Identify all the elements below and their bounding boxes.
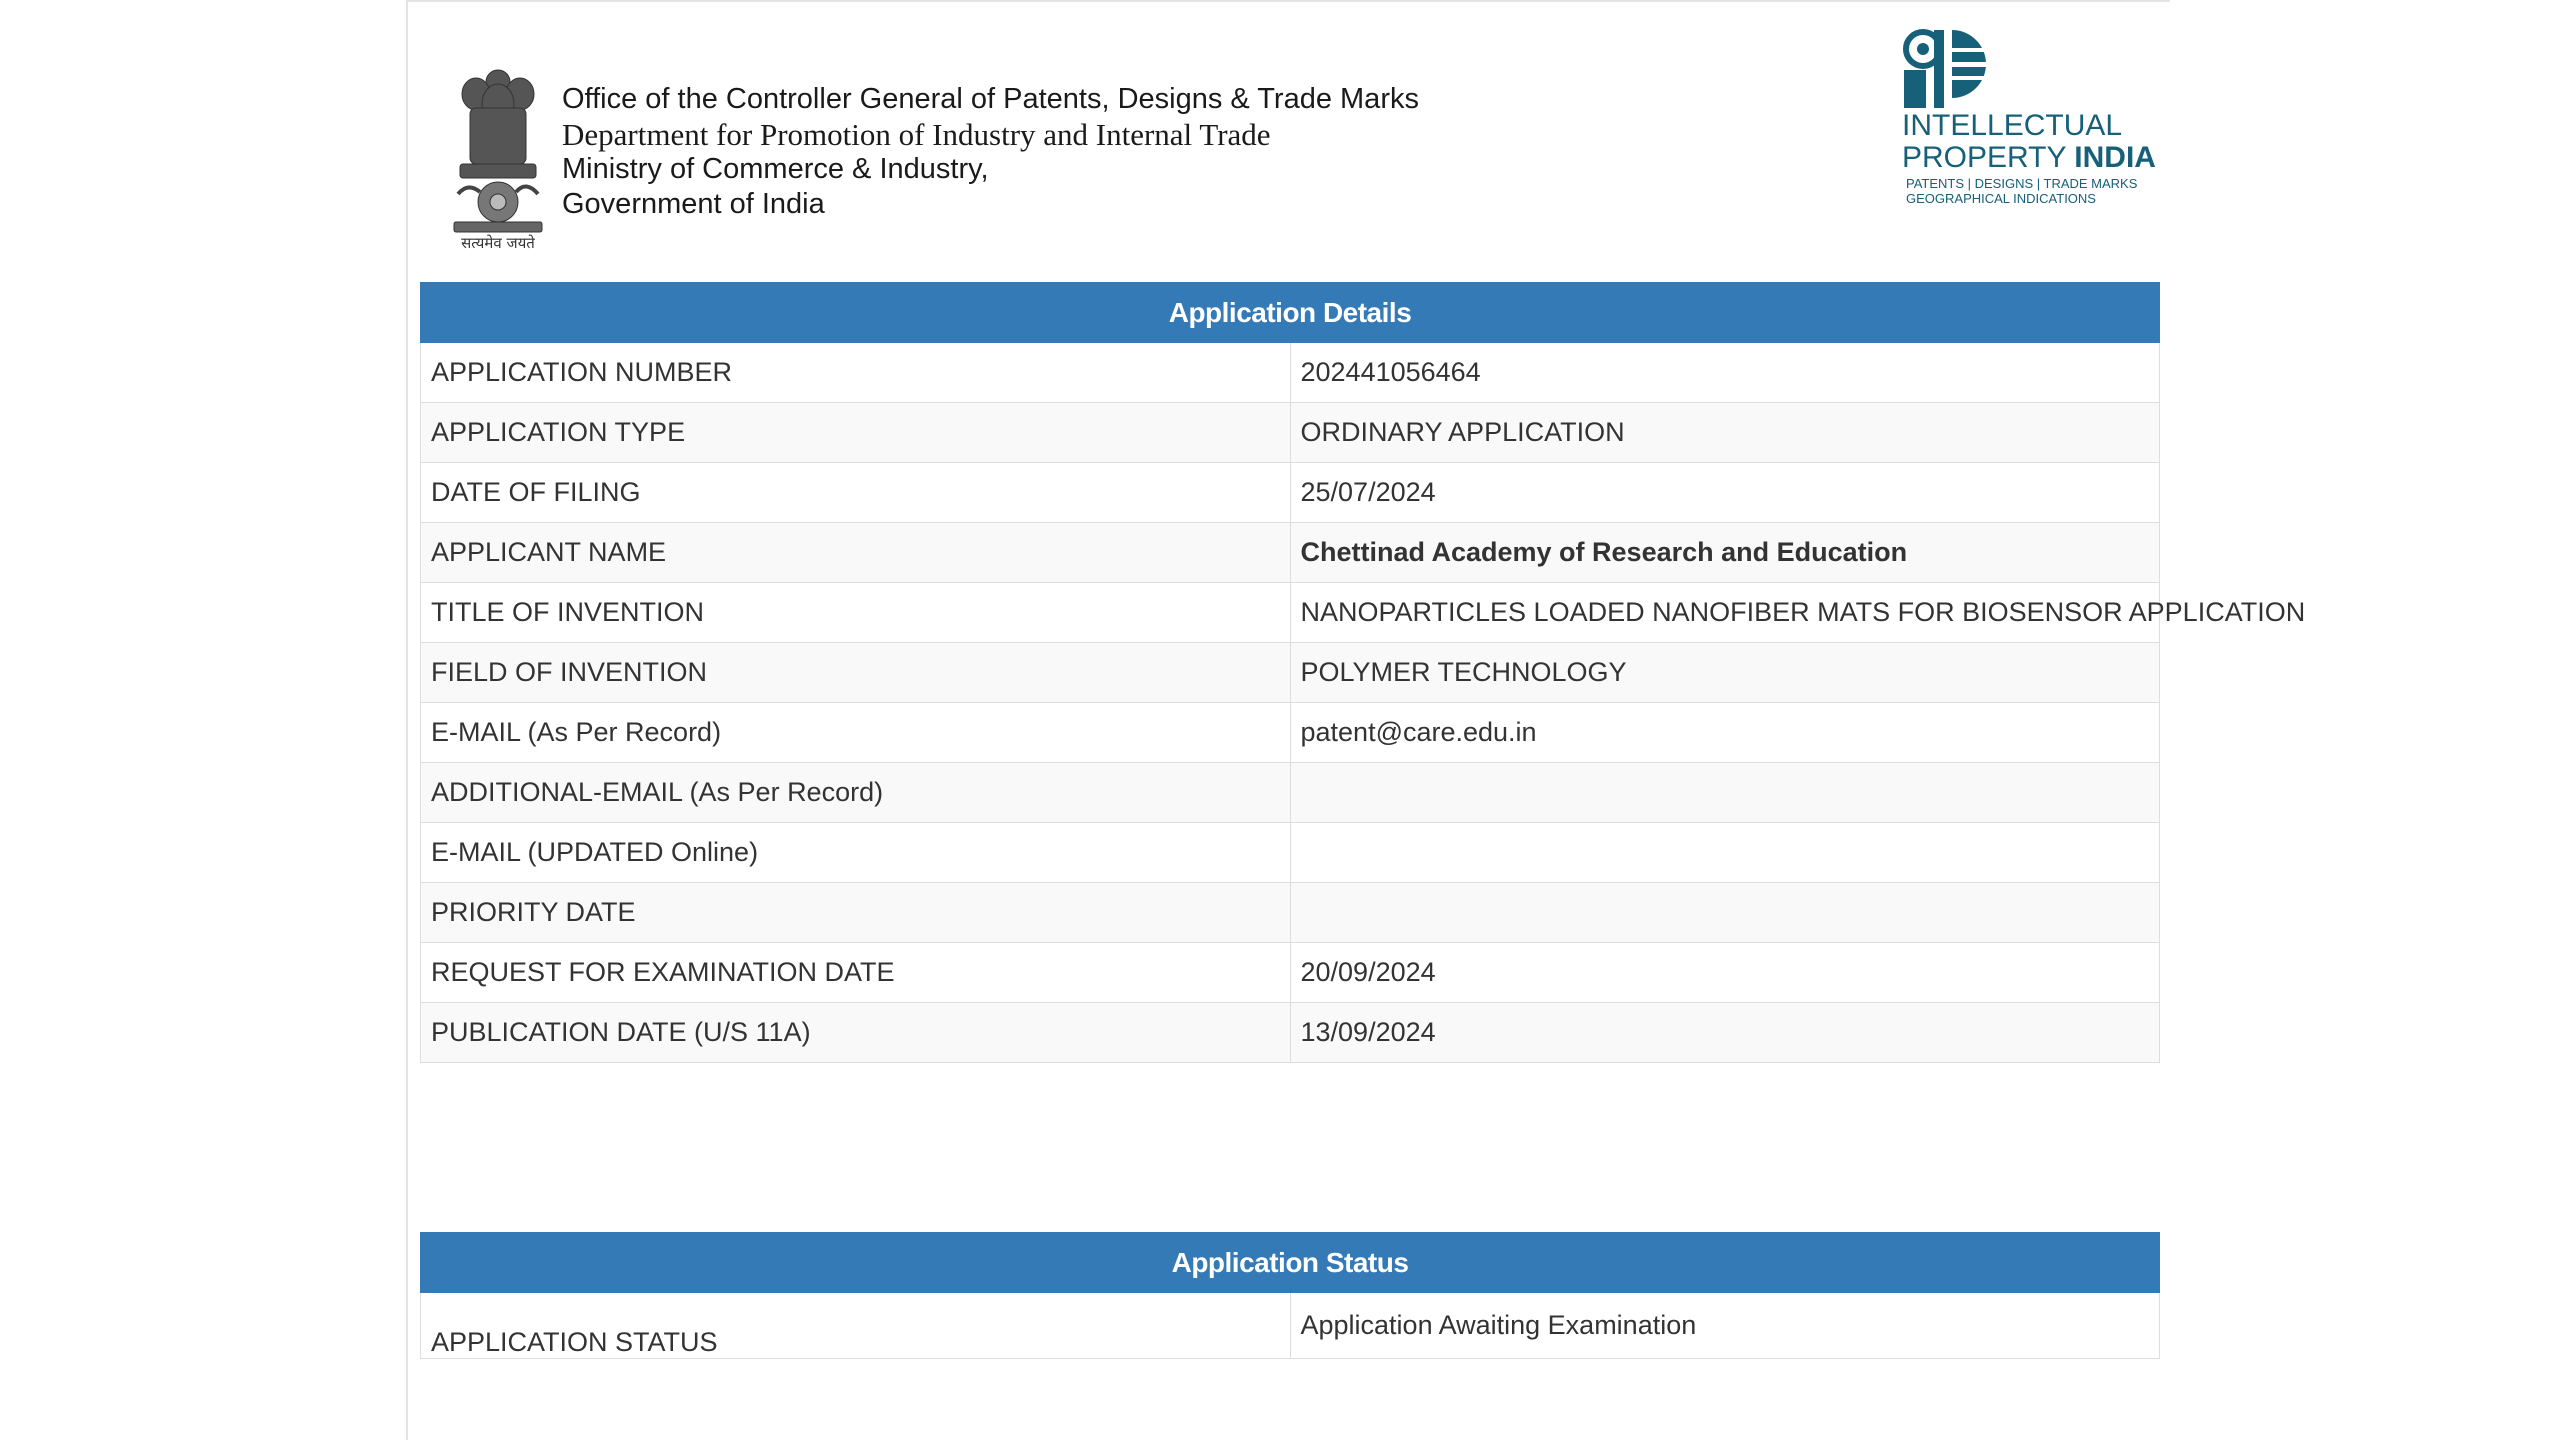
row-label: E-MAIL (As Per Record) <box>421 703 1291 763</box>
table-row <box>421 463 2160 523</box>
office-line-4: Government of India <box>562 188 825 220</box>
row-label: PRIORITY DATE <box>421 883 1291 943</box>
row-value: POLYMER TECHNOLOGY <box>1290 643 2160 703</box>
application-details-table <box>420 282 2306 1063</box>
status-label: APPLICATION STATUS <box>421 1293 1291 1359</box>
office-line-1: Office of the Controller General of Patents, Designs & Trade Marks <box>562 83 1419 115</box>
table-row <box>421 763 2160 823</box>
ip-india-wordmark <box>1902 110 2156 174</box>
row-label: E-MAIL (UPDATED Online) <box>421 823 1291 883</box>
table-row <box>421 703 2160 763</box>
ip-india-sub-2: GEOGRAPHICAL INDICATIONS <box>1906 191 2096 206</box>
row-value <box>1290 823 2160 883</box>
row-value: 202441056464 <box>1290 343 2160 403</box>
row-label: FIELD OF INVENTION <box>421 643 1291 703</box>
ip-india-sub-1: PATENTS | DESIGNS | TRADE MARKS <box>1906 176 2138 191</box>
ip-india-line-1: INTELLECTUAL <box>1902 109 2123 142</box>
table-row <box>421 523 2160 583</box>
row-value <box>1290 883 2160 943</box>
page-container <box>406 0 2306 1440</box>
office-header <box>562 82 1419 222</box>
table-row <box>421 403 2160 463</box>
row-value: 20/09/2024 <box>1290 943 2160 1003</box>
row-label: APPLICATION TYPE <box>421 403 1291 463</box>
row-label: DATE OF FILING <box>421 463 1291 523</box>
table-row <box>421 583 2160 643</box>
row-value <box>1290 763 2160 823</box>
table-row <box>421 643 2160 703</box>
row-label: PUBLICATION DATE (U/S 11A) <box>421 1003 1291 1063</box>
row-value: ORDINARY APPLICATION <box>1290 403 2160 463</box>
table-row <box>421 343 2160 403</box>
table-row <box>421 883 2160 943</box>
ip-india-line-2a: PROPERTY <box>1902 141 2075 174</box>
row-value: patent@care.edu.in <box>1290 703 2160 763</box>
ip-india-subtitle <box>1906 176 2137 206</box>
application-status-table <box>420 1232 2160 1359</box>
table-row <box>421 943 2160 1003</box>
office-line-3: Ministry of Commerce & Industry, <box>562 153 989 185</box>
row-label: TITLE OF INVENTION <box>421 583 1291 643</box>
row-value: 13/09/2024 <box>1290 1003 2160 1063</box>
row-label: ADDITIONAL-EMAIL (As Per Record) <box>421 763 1291 823</box>
application-status-heading: Application Status <box>421 1233 2160 1293</box>
table-row <box>421 1003 2160 1063</box>
status-value: Application Awaiting Examination <box>1290 1293 2160 1359</box>
row-value: Chettinad Academy of Research and Education <box>1290 523 2160 583</box>
ip-india-line-2b: INDIA <box>2074 141 2156 174</box>
row-value: 25/07/2024 <box>1290 463 2160 523</box>
office-line-2: Department for Promotion of Industry and Internal Trade <box>562 117 1271 152</box>
national-emblem-icon <box>446 64 550 250</box>
row-label: APPLICANT NAME <box>421 523 1291 583</box>
table-row <box>421 823 2160 883</box>
application-details-heading: Application Details <box>421 283 2160 343</box>
row-value: NANOPARTICLES LOADED NANOFIBER MATS FOR BIOSENSOR APPLICATION <box>1290 583 2160 643</box>
row-label: APPLICATION NUMBER <box>421 343 1291 403</box>
emblem-motto: सत्यमेव जयते <box>461 234 535 252</box>
row-label: REQUEST FOR EXAMINATION DATE <box>421 943 1291 1003</box>
